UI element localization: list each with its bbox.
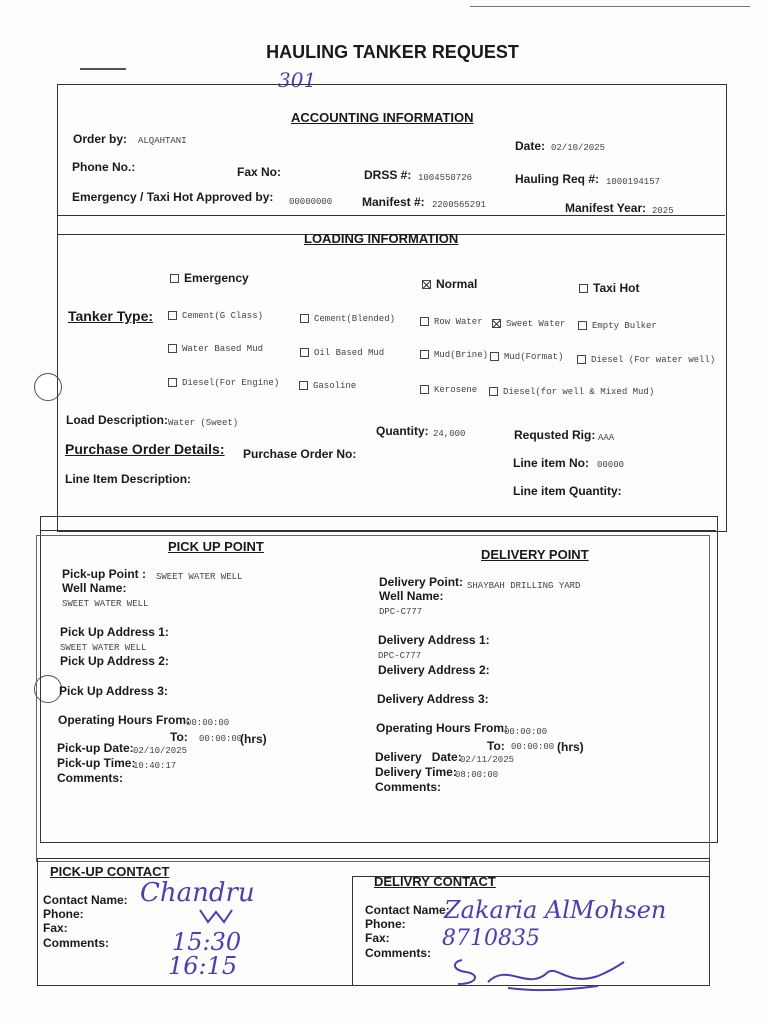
delivery-address1-label: Delivery Address 1: [378, 633, 490, 647]
handwritten-number: 301 [278, 68, 317, 92]
priority-taxi-hot: Taxi Hot [579, 281, 639, 295]
pickup-address1-value: SWEET WATER WELL [60, 643, 147, 653]
pickup-well-label: Well Name: [62, 581, 127, 595]
checkbox [420, 385, 429, 394]
tanker-option: Gasoline [299, 381, 356, 391]
pickup-address3-label: Pick Up Address 3: [59, 684, 168, 698]
date-label: Date: [515, 139, 546, 153]
load-description-value: Water (Sweet) [168, 418, 239, 428]
checkbox [490, 352, 499, 361]
tanker-option: Oil Based Mud [300, 348, 384, 358]
pickup-address2-label: Pick Up Address 2: [60, 654, 169, 668]
tanker-option: Cement(G Class) [168, 311, 263, 321]
delivery-address2-label: Delivery Address 2: [378, 663, 490, 677]
delivery-hrs-label: (hrs) [557, 740, 584, 754]
pickup-contact-comments-label: Comments: [43, 936, 110, 950]
scan-edge-line [470, 6, 750, 7]
tanker-option-checked: Sweet Water [492, 319, 565, 329]
delivery-contact-comments-label: Comments: [365, 946, 432, 960]
checkbox [168, 378, 177, 387]
manifest-value: 2200565291 [432, 200, 487, 210]
hauling-req-label: Hauling Req #: [515, 172, 600, 186]
pickup-time-label: Pick-up Time: [57, 756, 136, 770]
delivery-date-label: Delivery Date: [375, 750, 462, 764]
delivery-time-value: 08:00:00 [455, 770, 499, 780]
order-by-label: Order by: [73, 132, 128, 146]
pickup-header: PICK UP POINT [168, 539, 264, 554]
checkbox [489, 387, 498, 396]
manifest-year-value: 2025 [652, 206, 674, 216]
pickup-contact-phone-label: Phone: [43, 907, 84, 921]
checkbox-checked [422, 280, 431, 289]
quantity-label: Quantity: [376, 424, 429, 438]
checkbox [170, 274, 179, 283]
tanker-type-label: Tanker Type: [68, 308, 154, 324]
pickup-to-value: 00:00:00 [199, 734, 243, 744]
tanker-option: Water Based Mud [168, 344, 263, 354]
checkbox [168, 311, 177, 320]
priority-normal: Normal [422, 277, 477, 291]
delivery-well-value: DPC-C777 [379, 607, 423, 617]
handwritten-pickup-name: Chandru [140, 878, 255, 908]
pickup-hours-from-value: 00:00:00 [186, 718, 230, 728]
pickup-contact-fax-label: Fax: [43, 921, 68, 935]
delivery-date-value: 02/11/2025 [460, 755, 515, 765]
handwritten-delivery-name: Zakaria AlMohsen [444, 896, 667, 924]
pickup-point-value: SWEET WATER WELL [156, 572, 243, 582]
checkbox [420, 317, 429, 326]
delivery-well-label: Well Name: [379, 589, 444, 603]
delivery-comments-label: Comments: [375, 780, 442, 794]
tanker-option: Empty Bulker [578, 321, 657, 331]
scan-mark [80, 68, 126, 70]
po-details-label: Purchase Order Details: [65, 441, 225, 457]
tanker-option: Row Water [420, 317, 483, 327]
pickup-contact-name-label: Contact Name: [43, 893, 128, 907]
loading-header: LOADING INFORMATION [304, 231, 459, 246]
pickup-contact-header: PICK-UP CONTACT [50, 864, 170, 879]
delivery-hours-from-label: Operating Hours From: [376, 721, 509, 735]
date-value: 02/10/2025 [551, 143, 606, 153]
accounting-header: ACCOUNTING INFORMATION [291, 110, 474, 125]
checkbox [578, 321, 587, 330]
form-title: HAULING TANKER REQUEST [266, 42, 519, 62]
line-item-qty-label: Line item Quantity: [513, 484, 622, 498]
order-by-value: ALQAHTANI [138, 136, 187, 146]
checkbox [299, 381, 308, 390]
delivery-contact-name-label: Contact Name: [365, 903, 450, 917]
checkbox [579, 284, 588, 293]
delivery-contact-header: DELIVRY CONTACT [374, 874, 496, 889]
line-item-desc-label: Line Item Description: [65, 472, 192, 486]
pickup-date-value: 02/10/2025 [133, 746, 188, 756]
manifest-year-label: Manifest Year: [565, 201, 647, 215]
pickup-hrs-label: (hrs) [240, 732, 267, 746]
manifest-label: Manifest #: [362, 195, 425, 209]
tanker-option: Diesel (For water well) [577, 355, 715, 365]
drss-label: DRSS #: [364, 168, 412, 182]
checkbox [168, 344, 177, 353]
checkbox [420, 350, 429, 359]
pickup-time-value: 10:40:17 [133, 761, 177, 771]
line-item-no-label: Line item No: [513, 456, 590, 470]
delivery-address1-value: DPC-C777 [378, 651, 422, 661]
handwritten-signature [448, 952, 628, 996]
checkbox-checked [492, 319, 501, 328]
checkbox [300, 314, 309, 323]
requested-rig-value: AAA [598, 433, 615, 443]
pickup-hours-from-label: Operating Hours From: [58, 713, 191, 727]
approved-by-value: 00000000 [289, 197, 333, 207]
drss-value: 1004550726 [418, 173, 473, 183]
tanker-option: Kerosene [420, 385, 477, 395]
delivery-contact-phone-label: Phone: [365, 917, 406, 931]
pickup-to-label: To: [170, 730, 188, 744]
pickup-delivery-inner-box [36, 535, 710, 862]
delivery-hours-from-value: 00:00:00 [504, 727, 548, 737]
tanker-option: Diesel(For Engine) [168, 378, 279, 388]
section-divider [40, 530, 716, 531]
delivery-header: DELIVERY POINT [481, 547, 589, 562]
checkbox [577, 355, 586, 364]
handwritten-scribble-mark [196, 904, 246, 926]
priority-emergency: Emergency [170, 271, 249, 285]
handwritten-pickup-time2: 16:15 [168, 952, 238, 980]
tanker-option: Diesel(for well & Mixed Mud) [489, 387, 654, 397]
delivery-address3-label: Delivery Address 3: [377, 692, 489, 706]
delivery-to-label: To: [487, 739, 505, 753]
pickup-well-value: SWEET WATER WELL [62, 599, 149, 609]
handwritten-delivery-fax: 8710835 [442, 926, 540, 951]
requested-rig-label: Requsted Rig: [514, 428, 596, 442]
approved-by-label: Emergency / Taxi Hot Approved by: [72, 190, 274, 204]
pickup-date-label: Pick-up Date: [57, 741, 134, 755]
fax-label: Fax No: [237, 165, 282, 179]
load-description-label: Load Description: [66, 413, 169, 427]
phone-label: Phone No.: [72, 160, 136, 174]
pickup-comments-label: Comments: [57, 771, 124, 785]
checkbox [300, 348, 309, 357]
accounting-loading-box [57, 84, 727, 532]
delivery-contact-fax-label: Fax: [365, 931, 390, 945]
quantity-value: 24,000 [433, 429, 466, 439]
delivery-point-value: SHAYBAH DRILLING YARD [467, 581, 581, 591]
delivery-time-label: Delivery Time: [375, 765, 457, 779]
hauling-req-value: 1000194157 [606, 177, 661, 187]
line-item-no-value: 00000 [597, 460, 625, 470]
tanker-option: Mud(Brine) [420, 350, 488, 360]
delivery-to-value: 00:00:00 [511, 742, 555, 752]
po-number-label: Purchase Order No: [243, 447, 357, 461]
section-divider [57, 215, 725, 216]
tanker-option: Cement(Blended) [300, 314, 395, 324]
pickup-point-label: Pick-up Point : [62, 567, 146, 581]
tanker-option: Mud(Format) [490, 352, 563, 362]
handwritten-pickup-time1: 15:30 [172, 928, 242, 956]
delivery-point-label: Delivery Point: [379, 575, 464, 589]
pickup-address1-label: Pick Up Address 1: [60, 625, 169, 639]
